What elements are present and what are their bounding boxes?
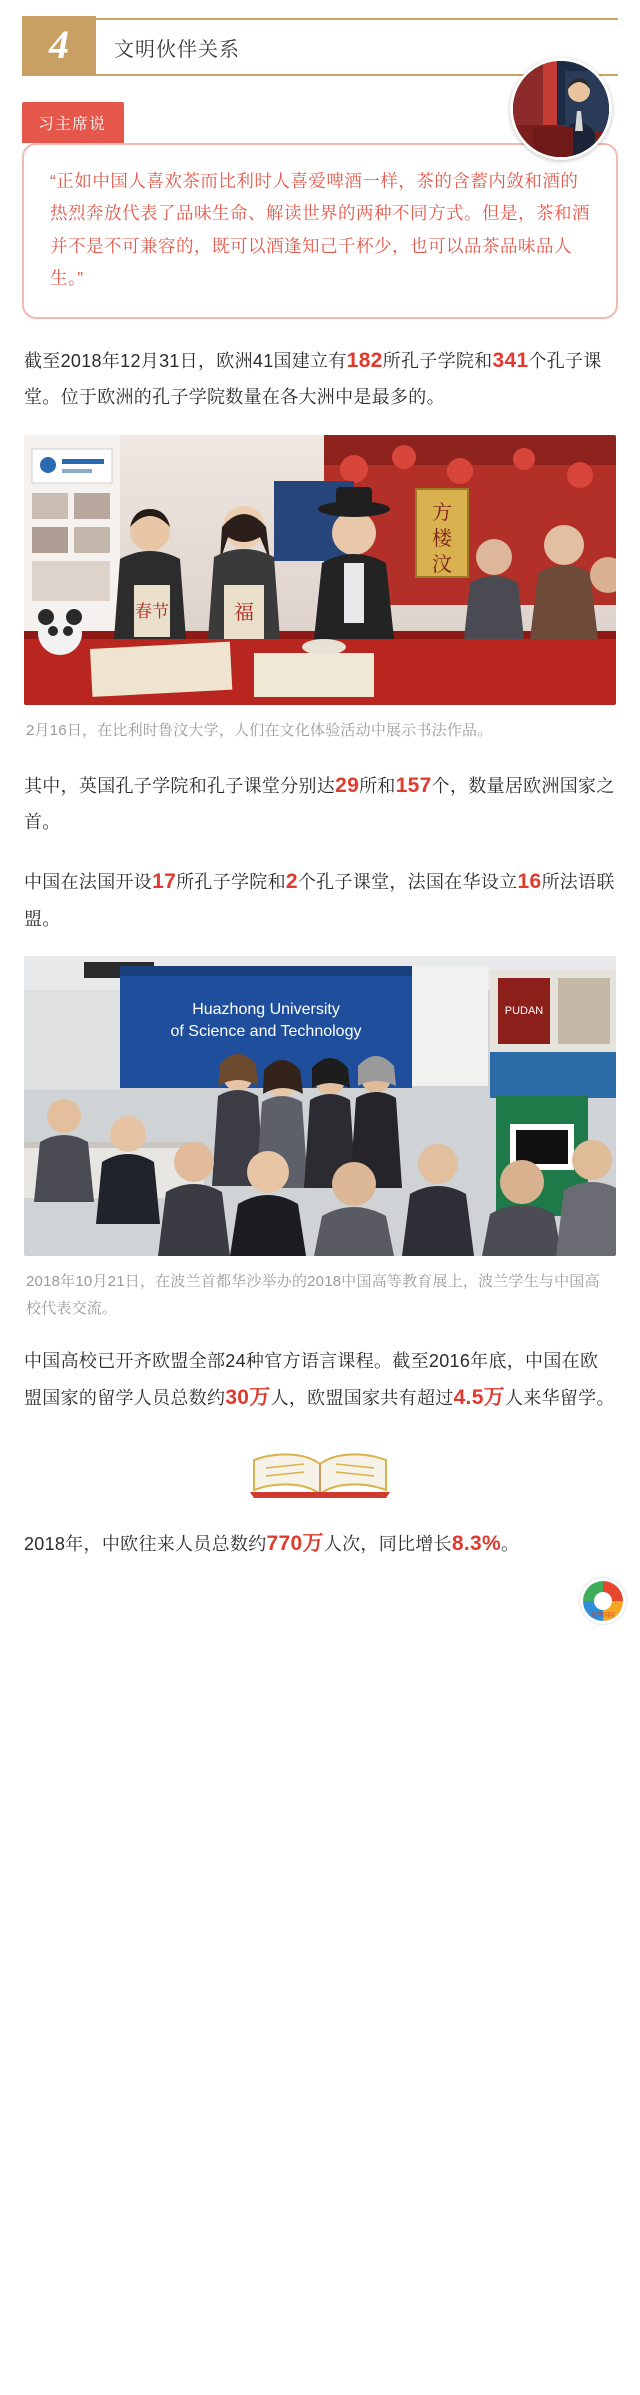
xinhua-international-logo[interactable] (580, 1578, 626, 1624)
highlight-number: 16 (517, 869, 542, 893)
figure-1 (24, 435, 616, 744)
open-book-icon (240, 1448, 400, 1502)
avatar-photo (513, 61, 609, 157)
figure-2-photo (24, 956, 616, 1256)
text-run: 。 (500, 1533, 520, 1554)
text-run: 人次，同比增长 (323, 1533, 452, 1554)
logo-label: 新华国际 (590, 1612, 615, 1619)
figure-1-caption: 2月16日，在比利时鲁汶大学，人们在文化体验活动中展示书法作品。 (26, 721, 493, 739)
figure-2 (24, 956, 616, 1322)
text-run: 其中，英国孔子学院和孔子课堂分别达 (24, 775, 336, 796)
svg-text:福: 福 (234, 601, 254, 624)
page-title: 文明伙伴关系 (114, 38, 240, 61)
section-number-badge (22, 16, 96, 74)
highlight-number: 29 (335, 773, 360, 797)
text-run: 所法语联盟。 (24, 871, 615, 929)
svg-text:春节: 春节 (135, 601, 169, 621)
highlight-number: 8.3% (451, 1531, 501, 1555)
text-run: 2018年，中欧往来人员总数约 (24, 1533, 267, 1554)
text-run: 中国高校已开齐欧盟全部24种官方语言课程。截至2016年底，中国在欧盟国家的留学人员总数约 (24, 1350, 599, 1408)
quote-block (22, 102, 618, 319)
section-number: 4 (49, 22, 69, 67)
avatar (510, 58, 612, 160)
svg-text:方: 方 (432, 501, 452, 524)
text-run: 截至2018年12月31日，欧洲41国建立有 (24, 350, 347, 371)
section-header (22, 18, 618, 76)
paragraph-1 (24, 341, 616, 415)
text-run: 所和 (359, 775, 396, 796)
paragraph-4 (24, 1344, 616, 1418)
text-run: 人，欧盟国家共有超过 (270, 1387, 454, 1408)
highlight-number: 341 (492, 348, 529, 372)
text-run: 个孔子课堂。位于欧洲的孔子学院数量在各大洲中是最多的。 (24, 350, 602, 408)
highlight-number: 17 (152, 869, 177, 893)
text-run: 中国在法国开设 (24, 871, 153, 892)
svg-text:of Science and Technology: of Science and Technology (170, 1022, 362, 1040)
highlight-number: 770万 (266, 1531, 324, 1555)
text-run: 所孔子学院和 (382, 350, 493, 371)
text-run: 个孔子课堂，法国在华设立 (297, 871, 518, 892)
figure-1-photo (24, 435, 616, 705)
paragraph-3 (24, 862, 616, 936)
quote-text: “正如中国人喜欢茶而比利时人喜爱啤酒一样，茶的含蓄内敛和酒的热烈奔放代表了品味生命、解读世界的两种不同方式。但是，茶和酒并不是不可兼容的，既可以酒逢知己千杯少，也可以品茶品味品人生。” (50, 171, 590, 289)
text-run: 人来华留学。 (504, 1387, 615, 1408)
figure-2-caption: 2018年10月21日，在波兰首都华沙举办的2018中国高等教育展上，波兰学生与中国高校代表交流。 (26, 1272, 600, 1317)
highlight-number: 182 (346, 348, 383, 372)
highlight-number: 2 (285, 869, 298, 893)
svg-text:汶: 汶 (432, 553, 452, 576)
quote-box (22, 143, 618, 319)
text-run: 所孔子学院和 (176, 871, 286, 892)
highlight-number: 157 (395, 773, 432, 797)
paragraph-2 (24, 766, 616, 840)
text-run: 个，数量居欧洲国家之首。 (24, 775, 615, 833)
footer (0, 1564, 640, 1634)
highlight-number: 4.5万 (453, 1385, 505, 1409)
highlight-number: 30万 (225, 1385, 271, 1409)
paragraph-5 (24, 1524, 616, 1564)
svg-text:PUDAN: PUDAN (504, 1004, 544, 1017)
quote-tag: 习主席说 (22, 102, 124, 143)
svg-text:楼: 楼 (432, 527, 452, 550)
svg-text:Huazhong University: Huazhong University (192, 1000, 340, 1018)
